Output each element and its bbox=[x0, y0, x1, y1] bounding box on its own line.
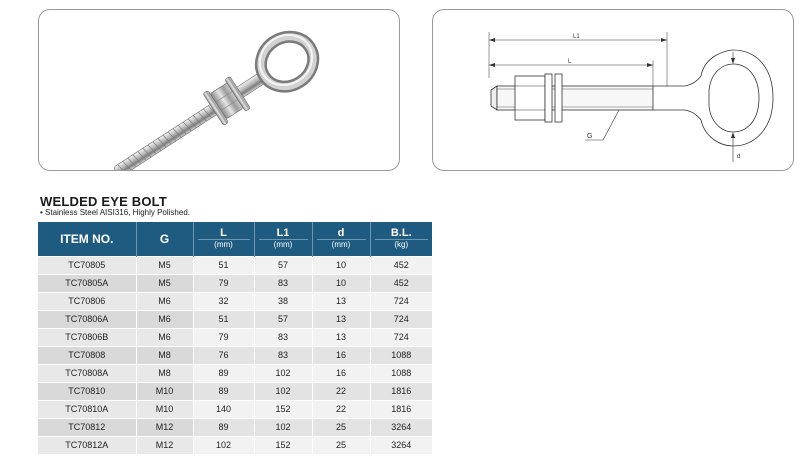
cell-l: 76 bbox=[193, 347, 254, 365]
cell-g: M10 bbox=[136, 383, 193, 401]
table-row bbox=[38, 311, 432, 329]
spec-table-header bbox=[38, 222, 432, 257]
technical-drawing-panel bbox=[432, 9, 794, 171]
cell-l1: 38 bbox=[254, 293, 312, 311]
cell-d: 13 bbox=[312, 293, 370, 311]
header-l bbox=[193, 222, 254, 257]
cell-l: 79 bbox=[193, 329, 254, 347]
dim-label-d: d bbox=[737, 154, 741, 160]
header-bl bbox=[370, 222, 432, 257]
cell-l: 89 bbox=[193, 419, 254, 437]
product-title: WELDED EYE BOLT bbox=[40, 194, 167, 209]
cell-d: 13 bbox=[312, 329, 370, 347]
table-row bbox=[38, 419, 432, 437]
cell-bl: 3264 bbox=[370, 437, 432, 455]
cell-l1: 102 bbox=[254, 419, 312, 437]
header-item-no: ITEM NO. bbox=[38, 222, 136, 257]
cell-bl: 724 bbox=[370, 329, 432, 347]
cell-item-no: TC70805 bbox=[38, 257, 136, 275]
cell-d: 10 bbox=[312, 275, 370, 293]
dim-label-g: G bbox=[587, 133, 593, 140]
cell-g: M8 bbox=[136, 365, 193, 383]
eye-bolt-photo bbox=[39, 10, 399, 170]
cell-bl: 452 bbox=[370, 275, 432, 293]
cell-l1: 152 bbox=[254, 437, 312, 455]
table-row bbox=[38, 401, 432, 419]
cell-g: M12 bbox=[136, 419, 193, 437]
cell-bl: 452 bbox=[370, 257, 432, 275]
cell-l: 140 bbox=[193, 401, 254, 419]
header-l1 bbox=[254, 222, 312, 257]
cell-bl: 724 bbox=[370, 293, 432, 311]
header-bl-symbol: B.L. bbox=[390, 227, 412, 239]
cell-bl: 3264 bbox=[370, 419, 432, 437]
cell-g: M8 bbox=[136, 347, 193, 365]
cell-g: M5 bbox=[136, 275, 193, 293]
cell-l: 51 bbox=[193, 311, 254, 329]
cell-item-no: TC70810 bbox=[38, 383, 136, 401]
cell-d: 16 bbox=[312, 365, 370, 383]
table-row bbox=[38, 365, 432, 383]
cell-g: M12 bbox=[136, 437, 193, 455]
cell-item-no: TC70810A bbox=[38, 401, 136, 419]
product-subtitle: • Stainless Steel AISI316, Highly Polished. bbox=[40, 208, 190, 217]
cell-l: 89 bbox=[193, 365, 254, 383]
cell-g: M6 bbox=[136, 293, 193, 311]
cell-g: M10 bbox=[136, 401, 193, 419]
table-row bbox=[38, 347, 432, 365]
cell-g: M6 bbox=[136, 329, 193, 347]
header-d bbox=[312, 222, 370, 257]
cell-d: 25 bbox=[312, 437, 370, 455]
cell-l1: 152 bbox=[254, 401, 312, 419]
header-d-unit: (mm) bbox=[331, 240, 351, 249]
cell-l1: 102 bbox=[254, 365, 312, 383]
cell-item-no: TC70808A bbox=[38, 365, 136, 383]
cell-g: M6 bbox=[136, 311, 193, 329]
header-g: G bbox=[136, 222, 193, 257]
cell-bl: 1088 bbox=[370, 347, 432, 365]
dim-label-l1: L1 bbox=[573, 34, 580, 40]
eye-bolt-drawing bbox=[433, 10, 793, 170]
cell-d: 25 bbox=[312, 419, 370, 437]
cell-d: 16 bbox=[312, 347, 370, 365]
spec-table bbox=[38, 222, 432, 454]
table-row bbox=[38, 275, 432, 293]
header-l1-symbol: L1 bbox=[276, 227, 290, 239]
cell-l1: 83 bbox=[254, 275, 312, 293]
cell-d: 10 bbox=[312, 257, 370, 275]
table-row bbox=[38, 293, 432, 311]
cell-bl: 724 bbox=[370, 311, 432, 329]
cell-l: 32 bbox=[193, 293, 254, 311]
cell-bl: 1816 bbox=[370, 401, 432, 419]
cell-l1: 57 bbox=[254, 257, 312, 275]
cell-g: M5 bbox=[136, 257, 193, 275]
cell-l1: 83 bbox=[254, 347, 312, 365]
cell-l: 51 bbox=[193, 257, 254, 275]
cell-item-no: TC70808 bbox=[38, 347, 136, 365]
header-bl-unit: (kg) bbox=[394, 240, 409, 249]
cell-l1: 83 bbox=[254, 329, 312, 347]
cell-l1: 102 bbox=[254, 383, 312, 401]
cell-l: 79 bbox=[193, 275, 254, 293]
cell-item-no: TC70812A bbox=[38, 437, 136, 455]
header-l-symbol: L bbox=[220, 227, 227, 239]
table-row bbox=[38, 437, 432, 455]
cell-bl: 1816 bbox=[370, 383, 432, 401]
header-l1-unit: (mm) bbox=[273, 240, 293, 249]
cell-l1: 57 bbox=[254, 311, 312, 329]
table-row bbox=[38, 329, 432, 347]
cell-item-no: TC70805A bbox=[38, 275, 136, 293]
product-photo-panel bbox=[38, 9, 400, 171]
cell-item-no: TC70806B bbox=[38, 329, 136, 347]
cell-bl: 1088 bbox=[370, 365, 432, 383]
cell-item-no: TC70806A bbox=[38, 311, 136, 329]
cell-l: 89 bbox=[193, 383, 254, 401]
table-row bbox=[38, 383, 432, 401]
cell-l: 102 bbox=[193, 437, 254, 455]
header-d-symbol: d bbox=[337, 227, 345, 239]
cell-d: 22 bbox=[312, 401, 370, 419]
header-l-unit: (mm) bbox=[214, 240, 233, 249]
cell-item-no: TC70812 bbox=[38, 419, 136, 437]
cell-d: 13 bbox=[312, 311, 370, 329]
cell-d: 22 bbox=[312, 383, 370, 401]
table-row bbox=[38, 257, 432, 275]
dim-label-l: L bbox=[568, 59, 572, 65]
cell-item-no: TC70806 bbox=[38, 293, 136, 311]
